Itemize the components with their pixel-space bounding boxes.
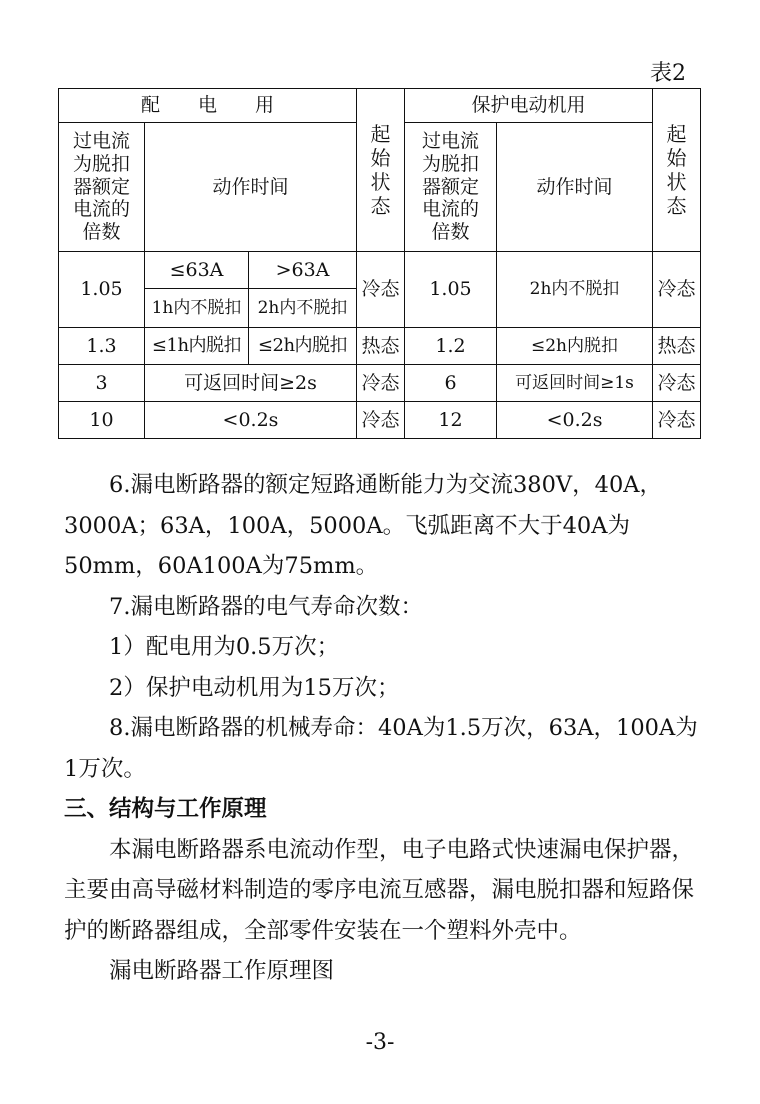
section-title: 三、结构与工作原理 <box>64 796 267 822</box>
cell-rating-gt63: >63A <box>249 252 357 289</box>
header-action-time-motor: 动作时间 <box>497 123 653 252</box>
cell-multiple: 1.05 <box>59 252 145 328</box>
cell-time-le63: ≤1h内脱扣 <box>145 328 249 365</box>
paragraph-short-circuit-capacity: 6.漏电断路器的额定短路通断能力为交流380V，40A，3000A；63A，100A，5000A。飞弧距离不大于40A为50mm，60A100A为75mm。 <box>64 472 663 579</box>
cell-state: 冷态 <box>357 365 405 402</box>
cell-motor-multiple: 1.2 <box>405 328 497 365</box>
list-item-motor-life: 2）保护电动机用为15万次； <box>109 674 400 701</box>
cell-state: 冷态 <box>357 252 405 328</box>
cell-motor-time: 可返回时间≥1s <box>497 365 653 402</box>
cell-motor-state: 冷态 <box>653 365 701 402</box>
table-label: 表2 <box>650 61 686 86</box>
paragraph-electrical-life: 7.漏电断路器的电气寿命次数： <box>109 593 423 620</box>
trip-characteristics-table <box>58 88 701 439</box>
list-item-distribution-life: 1）配电用为0.5万次； <box>109 634 340 660</box>
paragraph-mechanical-life: 8.漏电断路器的机械寿命：40A为1.5万次，63A，100A为1万次。 <box>64 715 698 782</box>
cell-time-le63: 1h内不脱扣 <box>145 289 249 328</box>
paragraph-structure: 本漏电断路器系电流动作型，电子电路式快速漏电保护器，主要由高导磁材料制造的零序电流互感器，漏电脱扣器和短路保护的断路器组成，全部零件安装在一个塑料外壳中。 <box>64 836 695 944</box>
cell-multiple: 10 <box>59 402 145 439</box>
header-action-time: 动作时间 <box>145 123 357 252</box>
cell-time: <0.2s <box>145 402 357 439</box>
cell-state: 冷态 <box>357 402 405 439</box>
cell-motor-time: ≤2h内脱扣 <box>497 328 653 365</box>
cell-time: 可返回时间≥2s <box>145 365 357 402</box>
header-motor-protection: 保护电动机用 <box>405 89 653 123</box>
header-overcurrent-multiple: 过电流 为脱扣 器额定 电流的 倍数 <box>59 123 145 252</box>
cell-motor-state: 冷态 <box>653 402 701 439</box>
cell-multiple: 1.3 <box>59 328 145 365</box>
cell-motor-multiple: 6 <box>405 365 497 402</box>
cell-motor-multiple: 1.05 <box>405 252 497 328</box>
header-initial-state: 起 始 状 态 <box>357 89 405 252</box>
cell-motor-state: 热态 <box>653 328 701 365</box>
cell-rating-le63: ≤63A <box>145 252 249 289</box>
cell-time-gt63: ≤2h内脱扣 <box>249 328 357 365</box>
cell-multiple: 3 <box>59 365 145 402</box>
cell-time-gt63: 2h内不脱扣 <box>249 289 357 328</box>
diagram-caption: 漏电断路器工作原理图 <box>109 958 335 984</box>
header-overcurrent-multiple-motor: 过电流 为脱扣 器额定 电流的 倍数 <box>405 123 497 252</box>
cell-motor-multiple: 12 <box>405 402 497 439</box>
header-distribution: 配 电 用 <box>59 89 357 123</box>
page-number: -3- <box>365 1030 395 1055</box>
cell-state: 热态 <box>357 328 405 365</box>
cell-motor-state: 冷态 <box>653 252 701 328</box>
header-initial-state-motor: 起 始 状 态 <box>653 89 701 252</box>
body-text <box>64 465 704 992</box>
cell-motor-time: <0.2s <box>497 402 653 439</box>
cell-motor-time: 2h内不脱扣 <box>497 252 653 328</box>
